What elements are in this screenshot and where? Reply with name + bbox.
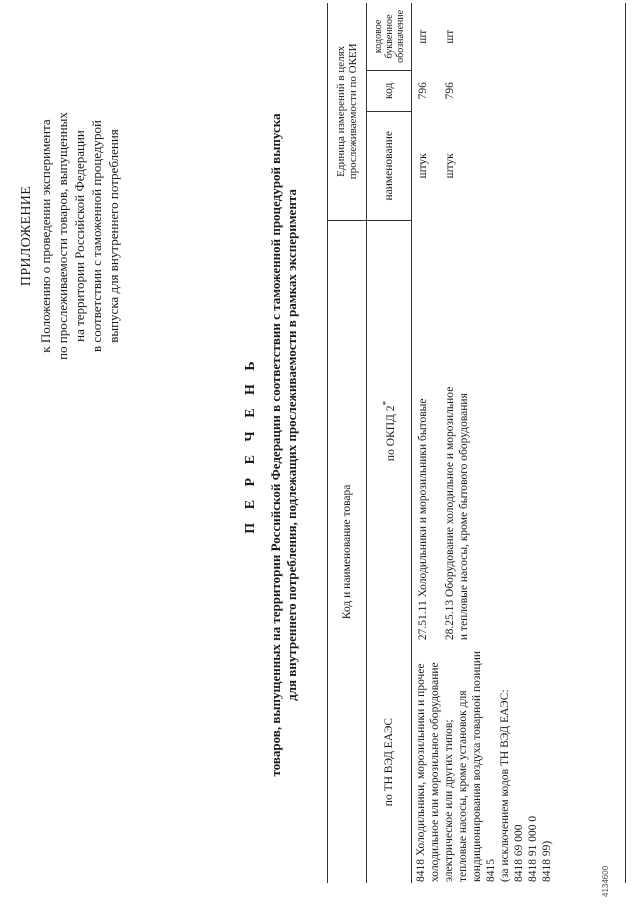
header-letter-line-2: буквенное [383, 14, 395, 59]
okpd-line: и тепловые насосы, кроме бытового оборудования [458, 393, 470, 641]
tnved-line: (за исключением кодов ТН ВЭД ЕАЭС: [499, 689, 511, 882]
header-tnved: по ТН ВЭД ЕАЭС [367, 641, 412, 883]
cell-unit-letter: шт [417, 29, 429, 44]
goods-table [327, 3, 626, 883]
okpd-line: 28.25.13 Оборудование холодильное и морозильное [444, 386, 456, 641]
tnved-line: холодильное или морозильное оборудование [429, 662, 441, 882]
cell-unit-letter: шт [439, 3, 626, 70]
appendix-title: ПРИЛОЖЕНИЕ [19, 185, 34, 287]
cell-unit-name: штук [417, 153, 429, 179]
appendix-line: в соответствии с таможенной процедурой [89, 120, 104, 352]
tnved-line: 8418 91 000 0 [527, 815, 539, 882]
cell-tnved [412, 641, 626, 883]
appendix-line: на территории Российской Федерации [72, 130, 87, 342]
header-okpd-label: по ОКПД 2 [384, 405, 397, 462]
header-unit-group [328, 3, 367, 220]
tnved-line: 8418 69 000 [513, 824, 525, 882]
tnved-line: кондиционирования воздуха товарной позиции 8415 [471, 650, 497, 882]
list-title [243, 45, 259, 845]
list-subtitle [268, 45, 300, 845]
cell-unit-code: 796 [439, 70, 626, 111]
header-unit-code: код [367, 70, 412, 111]
header-okpd [367, 220, 412, 641]
appendix-block [18, 56, 122, 416]
appendix-line: по прослеживаемости товаров, выпущенных [55, 112, 70, 360]
appendix-line: к Положению о проведении эксперимента [38, 119, 53, 353]
subtitle-line-1: товаров, выпущенных на территории Российской Федерации в соответствии с таможенной процедурой выпуска [268, 113, 283, 777]
header-unit-line-1: Единица измерений в целях [335, 45, 347, 177]
document-id: 4134600 [601, 865, 610, 897]
subtitle-line-2: для внутреннего потребления, подлежащих прослеживаемости в рамках эксперимента [284, 189, 299, 701]
header-unit-line-2: прослеживаемости по ОКЕИ [347, 43, 359, 180]
header-letter-line-3: обозначение [394, 9, 406, 63]
tnved-line: 8418 99) [541, 840, 553, 882]
cell-unit-name: штук [439, 111, 626, 220]
header-okpd-mark: * [381, 400, 393, 406]
cell-okpd [439, 220, 626, 641]
header-letter-line-1: кодовое [372, 19, 384, 54]
table-row [412, 3, 440, 883]
okpd-line: 27.51.11 Холодильники и морозильники бытовые [417, 398, 429, 641]
tnved-line: тепловые насосы, кроме установок для [457, 690, 469, 882]
list-title-word: П Е Р Е Ч Е Н Ь [243, 356, 258, 534]
appendix-line: выпуска для внутреннего потребления [106, 129, 121, 343]
cell-unit-code: 796 [417, 82, 429, 100]
header-unit-name: наименование [367, 111, 412, 220]
tnved-line: электрическое или других типов; [443, 719, 455, 882]
header-code-and-name: Код и наименование товара [341, 484, 353, 620]
header-unit-letter [367, 3, 412, 70]
cell-okpd [412, 220, 440, 641]
tnved-line: 8418 Холодильники, морозильники и прочее [415, 663, 427, 882]
